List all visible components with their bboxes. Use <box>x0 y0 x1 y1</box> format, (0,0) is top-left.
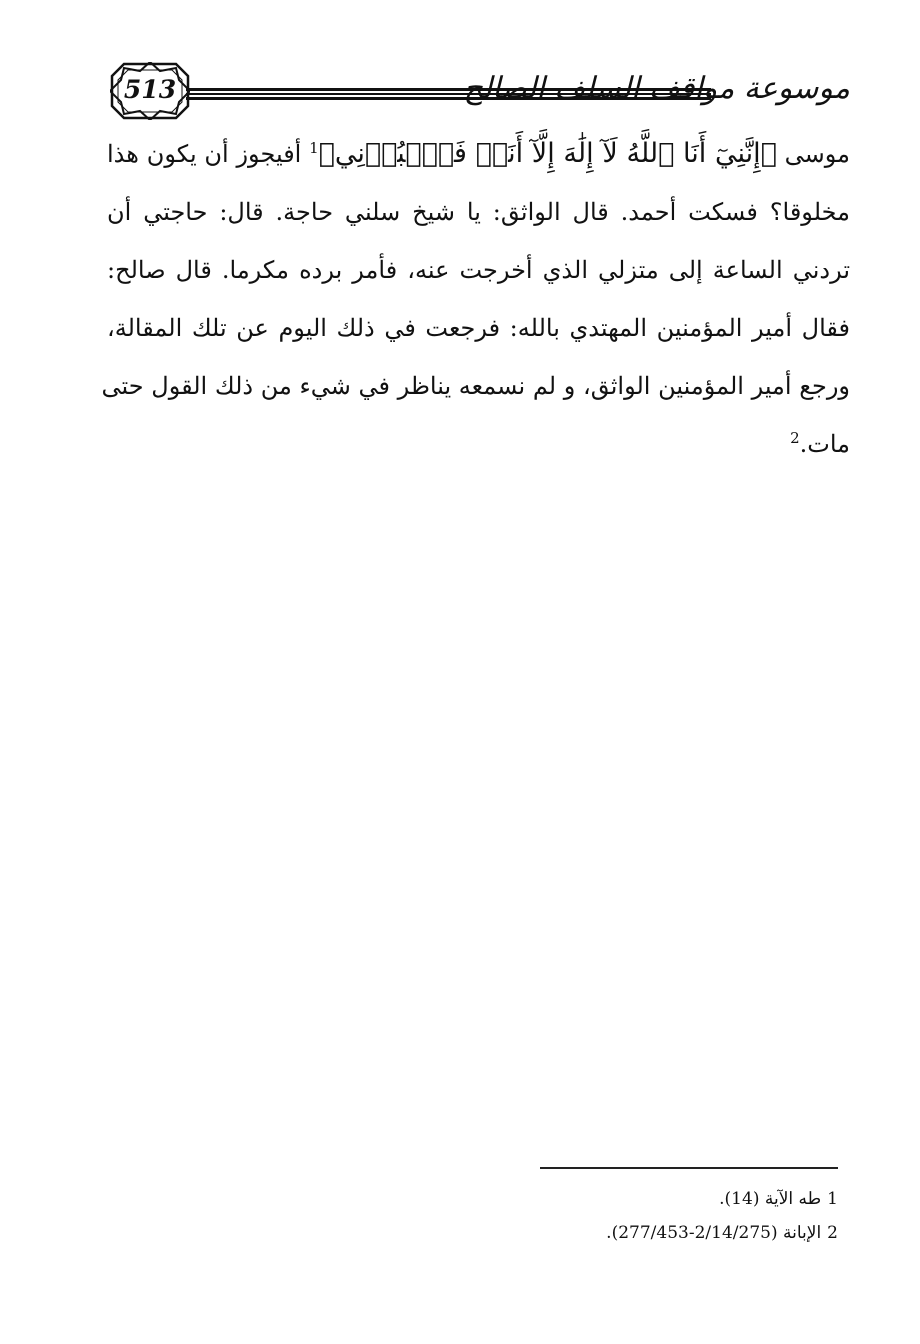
quran-verse: ﴿إِنَّنِيٓ أَنَا ٱللَّهُ لَآ إِلَٰهَ إِلَّآ أَنَا۠ فَٱعۡبُدۡنِي﴾ <box>318 138 777 169</box>
text-fragment: موسى <box>776 140 851 168</box>
text-fragment: أفيجوز أن يكون هذا <box>107 140 310 168</box>
footnote-separator <box>540 1167 838 1169</box>
text-fragment: مات. <box>799 430 850 458</box>
footnote <box>470 1182 838 1216</box>
text-line: تردني الساعة إلى متزلي الذي أخرجت عنه، فأمر برده مكرما. قال صالح: <box>107 256 850 284</box>
footnote <box>470 1216 838 1250</box>
footnote-text: الإبانة (2/14/275-277/453). <box>606 1223 822 1243</box>
body-text <box>101 125 851 473</box>
text-line <box>107 125 850 183</box>
page-number: 513 <box>123 75 177 104</box>
footnote-ref: 2 <box>790 429 800 447</box>
page-number-badge <box>110 62 190 120</box>
text-line <box>107 415 850 473</box>
text-line: مخلوقا؟ فسكت أحمد. قال الواثق: يا شيخ سلني حاجة. قال: حاجتي أن <box>107 198 850 226</box>
footnote-ref: 1 <box>309 139 319 157</box>
text-line: ورجع أمير المؤمنين الواثق، و لم نسمعه يناظر في شيء من ذلك القول حتى <box>101 372 850 400</box>
footnote-text: طه الآية (14). <box>719 1189 822 1209</box>
page-header <box>110 62 850 122</box>
footnote-number: 2 <box>827 1223 838 1243</box>
footnotes <box>470 1182 838 1250</box>
footnote-number: 1 <box>827 1189 838 1209</box>
text-line: فقال أمير المؤمنين المهتدي بالله: فرجعت في ذلك اليوم عن تلك المقالة، <box>107 314 850 342</box>
running-title: موسوعة مواقف السلف الصالح <box>463 71 850 106</box>
